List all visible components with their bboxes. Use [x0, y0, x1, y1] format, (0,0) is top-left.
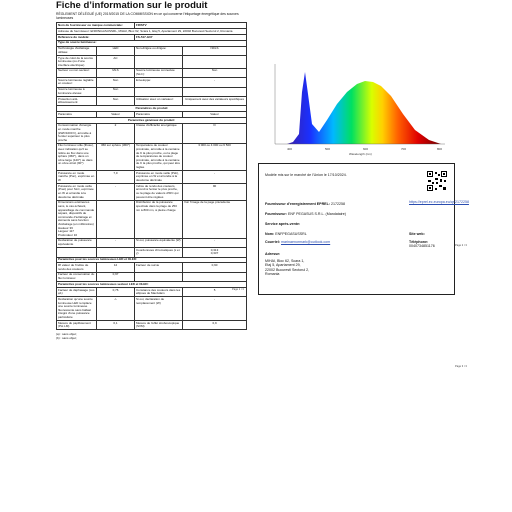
cell: Si oui, déclaration de remplacement (W)	[135, 297, 183, 321]
spectral-distribution-label: Distribution de la puissance spectrale dans la plage de 250 nm à 800 nm, à pleine charge	[135, 200, 183, 238]
table-row	[57, 46, 247, 55]
cell: -	[183, 78, 247, 87]
table-row	[57, 321, 247, 330]
width-value: 117	[69, 229, 74, 234]
cell: Classe d'efficacité énergétique	[135, 123, 183, 143]
table-row	[57, 263, 247, 272]
footnotes	[56, 332, 246, 340]
cell: Non	[97, 78, 135, 87]
cell: -	[183, 171, 247, 184]
eprel-number: 2172258	[330, 202, 345, 206]
depth-value: 16	[73, 232, 78, 237]
name-value: ENFPEGASUSSRL	[275, 232, 307, 236]
cell: Non	[97, 87, 135, 96]
cell	[135, 87, 183, 96]
cell: 3 000 ou 4 000 ou 6 500	[183, 143, 247, 170]
width-label: Largeur	[58, 229, 69, 234]
table-row	[57, 238, 247, 247]
page-number: Page 1 / 3	[232, 288, 244, 291]
cell	[135, 272, 183, 281]
eprel-link[interactable]: https://eprel.ec.europa.eu/qr/2172258	[409, 200, 469, 204]
cell: 90	[183, 184, 247, 201]
page-number: Page 3 / 3	[455, 365, 467, 368]
params-title: Paramètres du produit	[57, 106, 247, 112]
cell	[183, 272, 247, 281]
supplier-name-label: Nom du fournisseur ou marque commerciale:	[57, 23, 135, 29]
phone-label: Téléphone:	[409, 240, 429, 244]
phone-value: 0040734851176	[409, 244, 435, 249]
chroma-y: 0,337	[210, 251, 219, 256]
table-row	[57, 171, 247, 184]
height-label: Hauteur	[58, 225, 69, 230]
height-value: 36	[69, 225, 73, 230]
model-reference-label: Référence du modèle:	[57, 34, 135, 40]
phone-line	[409, 240, 454, 249]
service-name-line	[265, 232, 307, 236]
cell: 0,76	[97, 287, 135, 296]
website-label: Site web:	[409, 232, 425, 236]
supplier-name: ENF PEGASUS S.R.L. (Mandataire)	[287, 212, 346, 216]
general-params-title: Paramètres généraux du produit:	[57, 117, 247, 123]
cell: Puissance en mode marche (Pon), exprimée en W	[57, 171, 97, 184]
cell: Consommation d'énergie en mode marche (kWh/1000 h), arrondie à l'entier supérieur le plus proche	[57, 123, 97, 143]
table-row	[57, 184, 247, 201]
email-link[interactable]: marinaenormark@outlook.com	[280, 240, 331, 244]
sheet-title: Fiche d’information sur le produit	[56, 0, 208, 11]
cell	[183, 87, 247, 96]
cell: NDLS	[183, 46, 247, 55]
model-market-date: Modèle mis sur le marché de l'Union le 17/10/2024.	[265, 173, 347, 177]
address-block	[265, 259, 309, 277]
table-row	[57, 297, 247, 321]
cell: -	[97, 238, 135, 247]
eprel-line	[265, 202, 345, 206]
address-line: 22002 Bucuresti Sectorul 2,	[265, 267, 310, 272]
model-reference-value: FS-517-G07	[135, 34, 247, 40]
cell: Facteur de déphasage (cos φ1)	[58, 287, 95, 296]
cell: 7,0	[97, 171, 135, 184]
cell: 0,97	[97, 272, 135, 281]
cell: Enveloppe:	[135, 78, 183, 87]
cell: Température de couleur proximale, arrondie à la centaine de K la plus proche, ou la plage de températures de couleur proximale, arrondie à la centaine de K la plus proche, qui peut être réglée	[135, 143, 183, 170]
chromaticity-values	[183, 248, 247, 257]
led-params-title: Paramètres pour les sources lumineuses LED et OLED:	[57, 257, 247, 263]
tick-label: 800	[437, 147, 443, 151]
cell: -	[97, 184, 135, 201]
cell: Déclaration de puissance équivalente	[57, 238, 97, 247]
cell: 360 sur sphère (360°)	[97, 143, 135, 170]
cell: Constance des couleurs dans les ellipses de MacAdam	[135, 287, 183, 296]
tick-label: 500	[325, 147, 331, 151]
cell: Puissance en mode veille (Pnet) pour SLC, exprimée en W et arrondie à la deuxième décimale	[57, 184, 97, 201]
cell: 0,9	[183, 321, 247, 330]
cell: AC	[97, 55, 135, 68]
cell: Facteur de survie	[135, 263, 183, 272]
spectral-distribution-value: Voir l'image de la page précédente	[183, 200, 247, 238]
regulation-note: RÈGLEMENT DÉLÉGUÉ (UE) 2019/2015 DE LA COMMISSION en ce qui concerne l'étiquetage énergétique des sources lumineuses	[56, 12, 239, 21]
table-row	[57, 143, 247, 170]
table-row	[57, 87, 247, 96]
cell: Déclaration qu'une source lumineuse LED remplace une source lumineuse fluorescente sans ballast intégré d'une puissance particulière	[57, 297, 97, 321]
cell: 5	[183, 287, 247, 296]
tick-label: 400	[287, 147, 293, 151]
header-cell: Paramètre	[57, 112, 97, 118]
table-row	[57, 272, 247, 281]
cell: Indice de rendu des couleurs, arrondi à l'entier le plus proche, ou la plage de valeurs d'IRC qui peuvent être réglées	[135, 184, 183, 201]
cell: Mesure de l'effet stroboscopique (SVM)	[135, 321, 183, 330]
supplier-table	[56, 22, 247, 330]
cell: Source lumineuse à luminance élevée:	[57, 87, 97, 96]
spectral-distribution-graph	[265, 64, 455, 156]
cell: -	[183, 297, 247, 321]
footnote: (a) : sans objet;	[56, 332, 77, 337]
supplier-label: Fournisseur:	[265, 212, 287, 216]
address-line: Etaj 5, Apartament 29,	[265, 263, 301, 268]
cell: Flux lumineux utile (Φuse), avec indication qu'il se réfère au flux dans une sphère (360°), dans un cône large (120°) ou dans un cône étroit (90°)	[57, 143, 97, 170]
table-row	[57, 78, 247, 87]
cell: Type de culot de la source lumineuse (ou d'une interface électrique)	[57, 55, 97, 68]
cell: MLS	[97, 68, 135, 77]
cell: LED	[97, 46, 135, 55]
header-cell: Valeur	[97, 112, 135, 118]
cell: Facteur de conservation du flux lumineux	[57, 272, 97, 281]
cell: Non	[97, 97, 135, 106]
cell: Coordonnées chromatiques (x et y)	[135, 248, 183, 257]
email-line	[265, 240, 330, 244]
cell: -	[183, 238, 247, 247]
cell: Mesure du papillotement (Pst LM)	[57, 321, 97, 330]
eprel-label: Fournisseur d'enregistrement EPREL:	[265, 202, 330, 206]
cell: Technologie d'éclairage utilisée:	[57, 46, 97, 55]
light-source-type-heading: Type de source lumineuse:	[57, 40, 247, 46]
supplier-line	[265, 212, 346, 216]
cell: Si oui, puissance équivalente (W)	[135, 238, 183, 247]
cell: Puissance en mode veille (Psb), exprimée en W et arrondie à la deuxième décimale	[135, 171, 183, 184]
page-number: Page 2 / 3	[455, 244, 467, 247]
header-cell: Paramètre	[135, 112, 183, 118]
cell: Protection anti-éblouissement:	[57, 97, 97, 106]
dimensions-row	[57, 200, 247, 238]
dims-text: Dimensions extérieures sans, le cas échéant, appareillage de commande séparé, dispositifs de commande d'éclairage et éléments sans fonction d'éclairage (en millimètres)	[58, 200, 95, 226]
cell: 12	[97, 263, 135, 272]
footnote: (b) : sans objet;	[56, 336, 77, 341]
cell: D	[183, 123, 247, 143]
dims-values	[97, 200, 135, 238]
cell: 0,90	[183, 263, 247, 272]
name-label: Nom:	[265, 232, 275, 236]
table-row	[57, 248, 247, 257]
cell: 2	[97, 123, 135, 143]
table-row	[57, 287, 247, 296]
cell: Secteur ou non secteur:	[57, 68, 97, 77]
cell: Uniquement avec des variateurs spécifiques	[183, 97, 247, 106]
tick-label: 700	[401, 147, 407, 151]
cell: -/-	[97, 297, 135, 321]
dimensions-label	[57, 200, 97, 238]
cell: 0,1	[97, 321, 135, 330]
cell: Utilisation avec un variateur:	[135, 97, 183, 106]
address-label: Adresse:	[265, 252, 281, 256]
chroma-x: 0,313	[210, 247, 219, 252]
table-row	[57, 97, 247, 106]
after-sales-heading: Service après-vente:	[265, 222, 301, 226]
cell	[135, 55, 183, 68]
address-line: Romania	[265, 272, 280, 277]
supplier-address: Adresse du fournisseur: ENFPEGASUSSRL, MIHAI, Bloc 62, Scara 1, Etaj 5, Apartament 29, 22002 Bucuresti Sectorul 2, Romania	[57, 29, 247, 35]
qr-code-icon	[426, 170, 448, 192]
product-information-sheet	[56, 0, 246, 340]
cell: Rf valeur de l'indice de rendu des couleurs	[57, 263, 97, 272]
cell: Source lumineuse connectée (SLC):	[135, 68, 183, 77]
header-cell: Valeur	[183, 112, 247, 118]
mains-params-title: Paramètres pour les sources lumineuses secteur LED et OLED:	[57, 282, 247, 288]
address-line: MIHAI, Bloc 62, Scara 1,	[265, 259, 305, 263]
table-row	[57, 55, 247, 68]
cell: Non	[183, 68, 247, 77]
table-row	[57, 123, 247, 143]
cell	[183, 55, 247, 68]
x-axis-label: Wavelength (nm)	[349, 152, 372, 156]
cell: Non-dirigée ou dirigée:	[135, 46, 183, 55]
cell: Source lumineuse réglable en couleur:	[57, 78, 97, 87]
supplier-name-value: FIRSTV	[135, 23, 247, 29]
email-label: Courriel:	[265, 240, 280, 244]
tick-label: 600	[363, 147, 369, 151]
depth-label: Profondeur	[58, 232, 73, 237]
table-row	[57, 68, 247, 77]
